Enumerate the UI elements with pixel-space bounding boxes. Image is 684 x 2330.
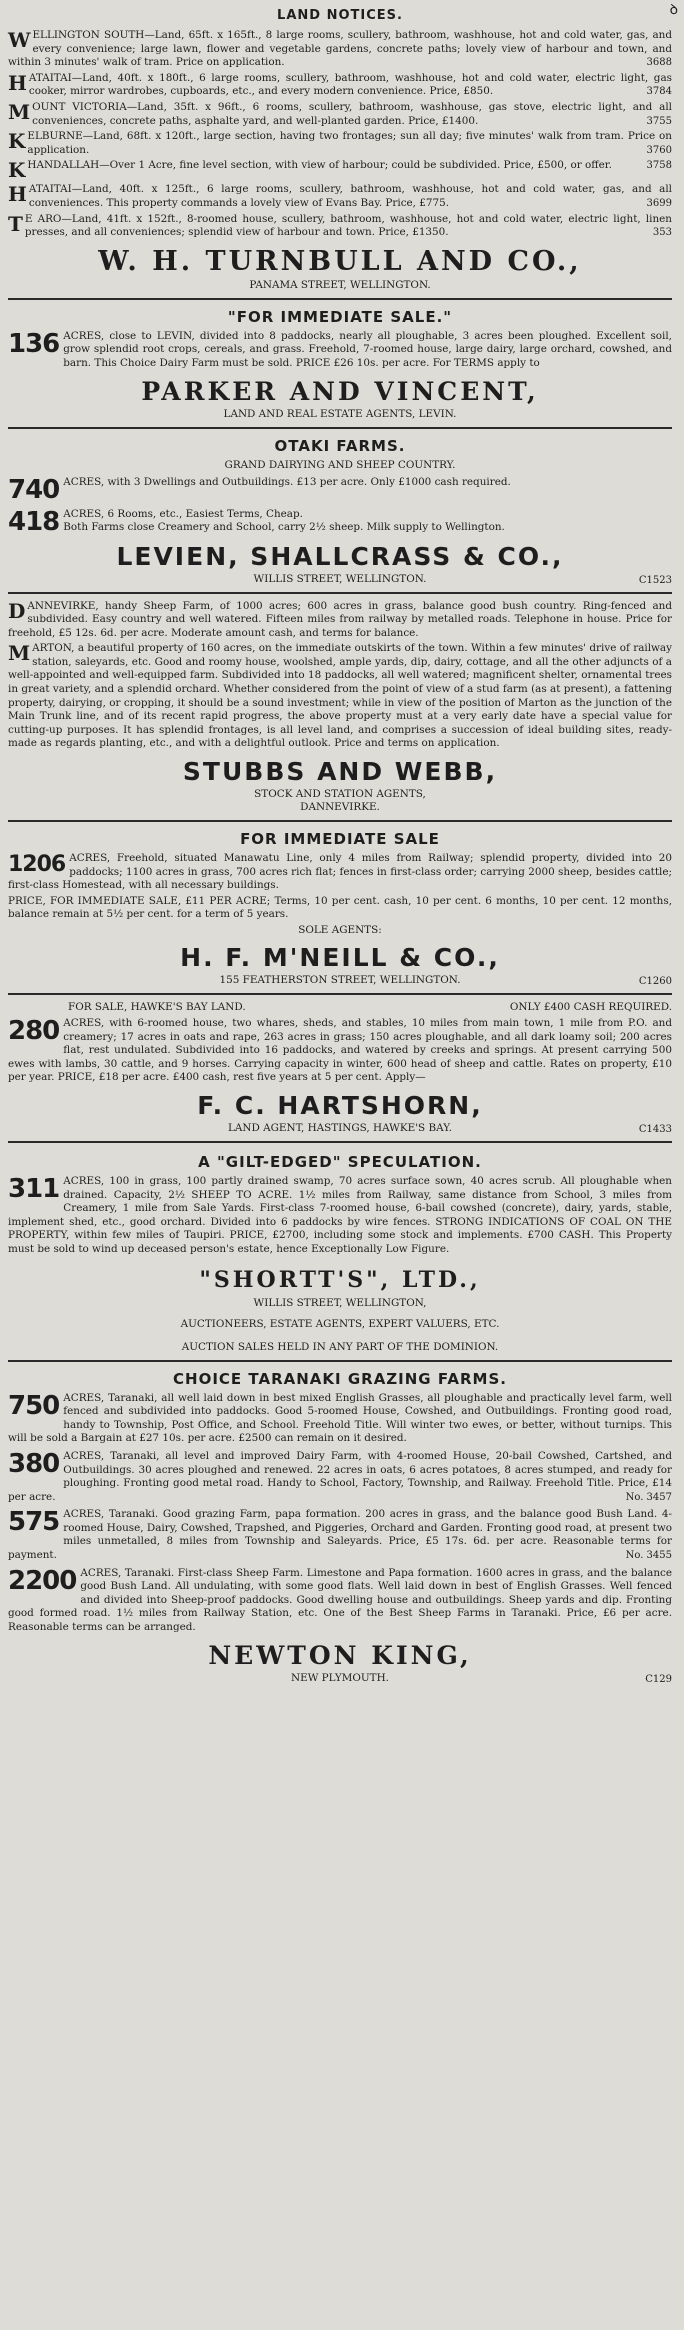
land-notice-item: KELBURNE—Land, 68ft. x 120ft., large section, having two frontages; sun all day; five minutes' walk from tram. Price on application. 3760 — [8, 129, 672, 156]
manawatu-sale-section — [8, 830, 672, 987]
land-notice-item: HATAITAI—Land, 40ft. x 125ft., 6 large rooms, scullery, bathroom, washhouse, hot and cold water, gas, and all conveniences. This property commands a lovely view of Evans Bay. Price, £775. 3699 — [8, 182, 672, 209]
newton-king-address-row — [8, 1672, 672, 1685]
otaki-title: OTAKI FARMS. — [274, 436, 406, 455]
stubbs-sub2: DANNEVIRKE. — [300, 801, 380, 814]
shortts-agent-name: "SHORTT'S", LTD., — [199, 1266, 481, 1293]
hawkes-header-left: FOR SALE, HAWKE'S BAY LAND. — [68, 1001, 246, 1013]
manawatu-sale-ad: 1206 ACRES, Freehold, situated Manawatu Line, only 4 miles from Railway; splendid property, divided into 20 paddocks; 1100 acres in grass, 700 acres rich flat; fences in first-class order; carrying 2000 sheep, besides cattle; first-class Homestead, with all necessary buildings. — [8, 852, 672, 892]
levien-address-row — [8, 573, 672, 586]
divider — [8, 993, 672, 995]
hawkes-ad: 280 ACRES, with 6-roomed house, two whares, sheds, and stables, 10 miles from main town, 1 mile from P.O. and creamery; 17 acres in oats and rape, 263 acres in grass; 150 acres ploughable, and all dark loamy soil; 200 acres flat, rest undulated. Subdivided into 16 paddocks, and watered by creeks and springs. At present carrying 500 ewes with lambs, 30 cattle, and 9 horses. Carrying capacity in winter, 600 head of sheep and cattle. Rates on property, £10 per year. PRICE, £18 per acre. £400 cash, rest five years at 5 per cent. Apply— — [8, 1016, 672, 1084]
mcneill-agent-name: H. F. M'NEILL & CO., — [180, 943, 500, 972]
mcneill-code: C1260 — [638, 976, 672, 987]
turnbull-agent-name: W. H. TURNBULL AND CO., — [98, 245, 582, 277]
sole-agents-label: SOLE AGENTS: — [298, 924, 382, 936]
hartshorn-sub-row — [8, 1122, 672, 1135]
divider — [8, 592, 672, 594]
divider — [8, 1360, 672, 1362]
divider — [8, 820, 672, 822]
gilt-edged-section — [8, 1153, 672, 1354]
stubbs-sub1: STOCK AND STATION AGENTS, — [254, 788, 426, 801]
land-notices-section — [8, 8, 672, 292]
taranaki-item: 2200 ACRES, Taranaki. First-class Sheep Farm. Limestone and Papa formation. 1600 acres in grass, and the balance good Bush Land. All undulating, with some good flats. Well laid down in best of English Grasses. Well fenced and divided into Sheep-proof paddocks. Good dwelling house and outbuildings. Sheep yards and dip. Fronting good formed road. 1½ miles from Railway Station, etc. One of the Best Sheep Farms in Taranaki. Price, £6 per acre. Reasonable terms can be arranged. — [8, 1565, 672, 1634]
mcneill-address: 155 FEATHERSTON STREET, WELLINGTON. — [219, 974, 461, 986]
parker-vincent-sub: LAND AND REAL ESTATE AGENTS, LEVIN. — [223, 407, 457, 420]
corner-mark: ꝺ — [669, 2, 678, 18]
otaki-subtitle: GRAND DAIRYING AND SHEEP COUNTRY. — [224, 458, 456, 471]
levin-sale-section — [8, 308, 672, 421]
divider — [8, 427, 672, 429]
otaki-ad-418: 418 ACRES, 6 Rooms, etc., Easiest Terms, Cheap. Both Farms close Creamery and School, carry 2½ sheep. Milk supply to Wellington. — [8, 506, 505, 537]
hartshorn-agent-name: F. C. HARTSHORN, — [197, 1090, 483, 1120]
hartshorn-sub: LAND AGENT, HASTINGS, HAWKE'S BAY. — [227, 1121, 453, 1134]
taranaki-item: 380 ACRES, Taranaki, all level and improved Dairy Farm, with 4-roomed House, 20-bail Cowshed, Cartshed, and Outbuildings. 30 acres ploughed and renewed. 22 acres in oats, 6 acres potatoes, 8 acres stumped, and ready for ploughing. Fronting good metal road. Handy to School, Factory, Township, and Railway. Freehold Title. Price, £14 per acre. No. 3457 — [8, 1448, 672, 1503]
levien-agent-name: LEVIEN, SHALLCRASS & CO., — [116, 541, 564, 571]
turnbull-address: PANAMA STREET, WELLINGTON. — [249, 278, 431, 291]
hawkes-header-row — [8, 1001, 672, 1013]
newton-king-name: NEWTON KING, — [208, 1640, 472, 1670]
land-notice-item: MOUNT VICTORIA—Land, 35ft. x 96ft., 6 rooms, scullery, bathroom, washhouse, gas stove, electric light, and all conveniences, concrete paths, asphalte yard, and well-planted garden. Price, £1400. 3755 — [8, 99, 672, 127]
taranaki-item: 575 ACRES, Taranaki. Good grazing Farm, papa formation. 200 acres in grass, and the balance good Bush Land. 4-roomed House, Dairy, Cowshed, Trapshed, and Piggeries, Orchard and Garden. Fronting good road, at present two miles unmetalled, 8 miles from Township and Saleyards. Price, £5 17s. 6d. per acre. Reasonable terms for payment. No. 3455 — [8, 1507, 672, 1562]
levin-sale-title: "FOR IMMEDIATE SALE." — [227, 307, 453, 326]
shortts-sub: AUCTIONEERS, ESTATE AGENTS, EXPERT VALUERS, ETC. — [180, 1317, 500, 1330]
auction-note: AUCTION SALES HELD IN ANY PART OF THE DOMINION. — [181, 1340, 499, 1353]
taranaki-item: 750 ACRES, Taranaki, all well laid down in best mixed English Grasses, all ploughable and practically level farm, well fenced and subdivided into paddocks. Good 5-roomed House, Cowshed, and Outbuildings. Fronting good road, handy to Township, Post Office, and School. Freehold Title. Will winter two ewes, or better, without turnips. This will be sold a Bargain at £27 10s. per acre. £2500 can remain on it desired. — [8, 1390, 672, 1445]
land-notices-list — [8, 29, 672, 240]
stubbs-section — [8, 600, 672, 815]
land-notice-item: HATAITAI—Land, 40ft. x 180ft., 6 large rooms, scullery, bathroom, washhouse, hot and cold water, electric light, gas cooker, mirror wardrobes, cupboards, etc., and every modern convenience. Price, £850. 3784 — [8, 70, 672, 98]
land-notice-item: KHANDALLAH—Over 1 Acre, fine level section, with view of harbour; could be subdivided. Price, £500, or offer. 3758 — [8, 158, 672, 183]
levien-address: WILLIS STREET, WELLINGTON. — [253, 572, 427, 585]
levien-code: C1523 — [638, 574, 672, 586]
stubbs-agent-name: STUBBS AND WEBB, — [182, 757, 498, 787]
newton-king-code: C129 — [645, 1673, 672, 1685]
hawkes-header-right: ONLY £400 CASH REQUIRED. — [509, 1001, 672, 1013]
gilt-edged-title: A "GILT-EDGED" SPECULATION. — [198, 1152, 482, 1171]
marton-ad: MARTON, a beautiful property of 160 acres, on the immediate outskirts of the town. Within a few minutes' drive of railway station, saleyards, etc. Good and roomy house, woolshed, ample yards, dip, dairy, cottage, and all the other adjuncts of a well-appointed and well-equipped farm. Subdivided into 18 paddocks, all well watered; magnificent shelter, ornamental trees in great variety, and a splendid orchard. Whether considered from the point of view of a stud farm (as at present), a fattening property, dairying, or cropping, it should be a sound investment; while in view of the position of Marton as the junction of the Main Trunk line, and of its recent rapid progress, the above property must at a very early date have a special value for cutting-up purposes. It has splendid frontages, is all level land, and comprises a succession of ideal building sites, ready-made as regards planting, etc., and with a delightful outlook. Price and terms on application. — [8, 641, 672, 750]
manawatu-price: PRICE, FOR IMMEDIATE SALE, £11 PER ACRE; Terms, 10 per cent. cash, 10 per cent. 6 months, 10 per cent. 12 months, balance remain at 5½ per cent. for a term of 5 years. — [8, 894, 672, 921]
divider — [8, 1141, 672, 1143]
taranaki-title: CHOICE TARANAKI GRAZING FARMS. — [173, 1369, 507, 1388]
levin-sale-ad: 136 ACRES, close to LEVIN, divided into 8 paddocks, nearly all ploughable, 3 acres been ploughed. Excellent soil, grow splendid root crops, cereals, and grass. Freehold, 7-roomed house, large dairy, large orchard, cowshed, and barn. This Choice Dairy Farm must be sold. PRICE £26 10s. per acre. For TERMS apply to — [8, 328, 672, 369]
taranaki-section — [8, 1370, 672, 1685]
gilt-edged-ad: 311 ACRES, 100 in grass, 100 partly drained swamp, 70 acres surface sown, 40 acres scrub. All ploughable when drained. Capacity, 2½ SHEEP TO ACRE. 1½ miles from Railway, same distance from School, 3 miles from Creamery, 1 mile from Sale Yards. First-class 7-roomed house, 6-bail cowshed (concrete), dairy, yards, stable, implement shed, etc., good orchard. Divided into 6 paddocks by wire fences. STRONG INDICATIONS OF COAL ON THE PROPERTY, within few miles of Taupiri. PRICE, £2700, including some stock and implements. £700 CASH. This Property must be sold to wind up deceased person's estate, hence Exceptionally Low Figure. — [8, 1173, 672, 1255]
mcneill-address-row — [8, 974, 672, 987]
hartshorn-code: C1433 — [638, 1123, 672, 1135]
land-notice-item: T E ARO—Land, 41ft. x 152ft., 8-roomed house, scullery, bathroom, washhouse, hot and cold water, electric light, linen presses, and all conveniences; splendid view of harbour and town. Price, £1350. 353 — [8, 211, 672, 239]
otaki-ad-740: 740 ACRES, with 3 Dwellings and Outbuildings. £13 per acre. Only £1000 cash required. — [8, 474, 511, 505]
hawkes-bay-section — [8, 1001, 672, 1135]
shortts-address: WILLIS STREET, WELLINGTON, — [253, 1296, 427, 1309]
divider — [8, 298, 672, 300]
dannevirke-ad: DANNEVIRKE, handy Sheep Farm, of 1000 acres; 600 acres in grass, balance good bush country. Ring-fenced and subdivided. Easy country and well watered. Fifteen miles from railway by metalled roads. Telephone in house. Price for freehold, £5 12s. 6d. per acre. Moderate amount cash, and terms for balance. — [8, 598, 672, 639]
land-notice-item: WELLINGTON SOUTH—Land, 65ft. x 165ft., 8 large rooms, scullery, bathroom, washhouse, hot and cold water, gas, and every convenience; large lawn, flower and vegetable gardens, concrete paths; lovely view of harbour and town, and within 3 minutes' walk of tram. Price on application. 3688 — [8, 28, 672, 69]
land-notices-title: LAND NOTICES. — [277, 8, 403, 23]
otaki-section — [8, 437, 672, 586]
newton-king-address: NEW PLYMOUTH. — [291, 1671, 389, 1684]
manawatu-sale-title: FOR IMMEDIATE SALE — [240, 830, 440, 849]
parker-vincent-name: PARKER AND VINCENT, — [141, 376, 539, 406]
